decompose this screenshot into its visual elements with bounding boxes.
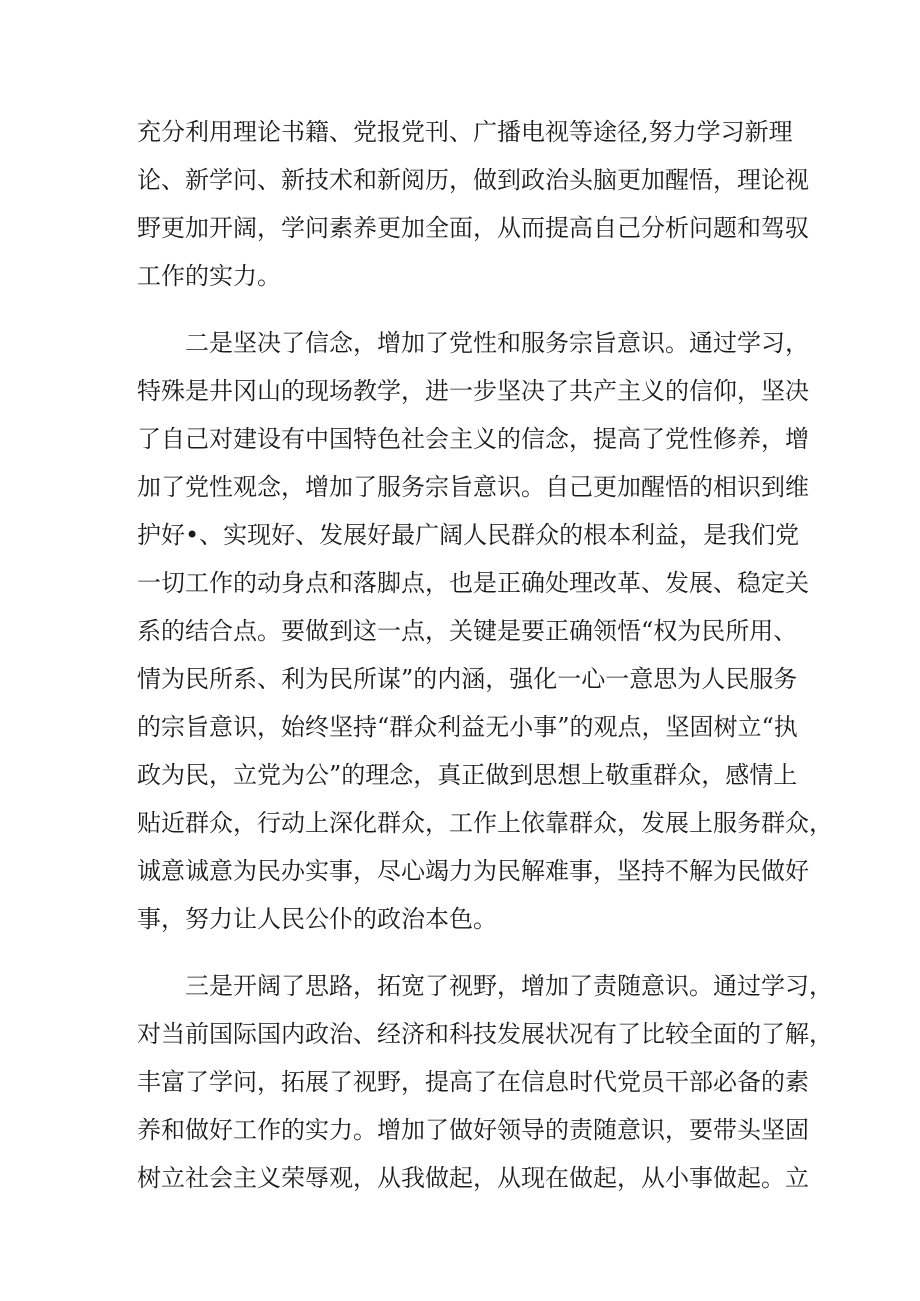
paragraph-line: 一切工作的动身点和落脚点，也是正确处理改革、发展、稳定关: [137, 569, 809, 597]
paragraph-line: 的宗旨意识，始终坚持“群众利益无小事”的观点，坚固树立“执: [137, 713, 798, 741]
paragraph-line: 贴近群众，行动上深化群众，工作上依靠群众，发展上服务群众，: [137, 809, 833, 837]
paragraph-2: [137, 319, 833, 943]
paragraph-line: 事，努力让人民公仆的政治本色。: [137, 905, 497, 933]
paragraph-line: 充分利用理论书籍、党报党刊、广播电视等途径,努力学习新理: [137, 118, 793, 146]
paragraph-line: 三是开阔了思路，拓宽了视野，增加了责随意识。通过学习，: [185, 972, 833, 1000]
paragraph-line: 诚意诚意为民办实事，尽心竭力为民解难事，坚持不解为民做好: [137, 857, 809, 885]
paragraph-line: 论、新学问、新技术和新阅历，做到政治头脑更加醒悟，理论视: [137, 166, 809, 194]
paragraph-line: 了自己对建设有中国特色社会主义的信念，提高了党性修养，增: [137, 425, 809, 453]
document-body: [137, 108, 833, 1202]
paragraph-line: 二是坚决了信念，增加了党性和服务宗旨意识。通过学习，: [185, 329, 809, 357]
paragraph-line: 加了党性观念，增加了服务宗旨意识。自己更加醒悟的相识到维: [137, 473, 809, 501]
paragraph-line: 丰富了学问，拓展了视野，提高了在信息时代党员干部必备的素: [137, 1068, 809, 1096]
paragraph-line: 养和做好工作的实力。增加了做好领导的责随意识，要带头坚固: [137, 1116, 809, 1144]
paragraph-line: 情为民所系、利为民所谋”的内涵，强化一心一意思为人民服务: [137, 665, 798, 693]
paragraph-line: 工作的实力。: [137, 262, 281, 290]
paragraph-line: 系的结合点。要做到这一点，关键是要正确领悟“权为民所用、: [137, 617, 798, 645]
paragraph-line: 特殊是井冈山的现场教学，进一步坚决了共产主义的信仰，坚决: [137, 377, 809, 405]
paragraph-line: 对当前国际国内政治、经济和科技发展状况有了比较全面的了解，: [137, 1020, 833, 1048]
paragraph-1: [137, 108, 809, 300]
paragraph-line: 政为民，立党为公”的理念，真正做到思想上敬重群众，感情上: [137, 761, 798, 789]
paragraph-3: [137, 962, 833, 1202]
paragraph-line: 野更加开阔，学问素养更加全面，从而提高自己分析问题和驾驭: [137, 214, 809, 242]
paragraph-line: 树立社会主义荣辱观，从我做起，从现在做起，从小事做起。立: [137, 1164, 809, 1192]
paragraph-line: 护好•、实现好、发展好最广阔人民群众的根本利益，是我们党: [137, 521, 800, 549]
